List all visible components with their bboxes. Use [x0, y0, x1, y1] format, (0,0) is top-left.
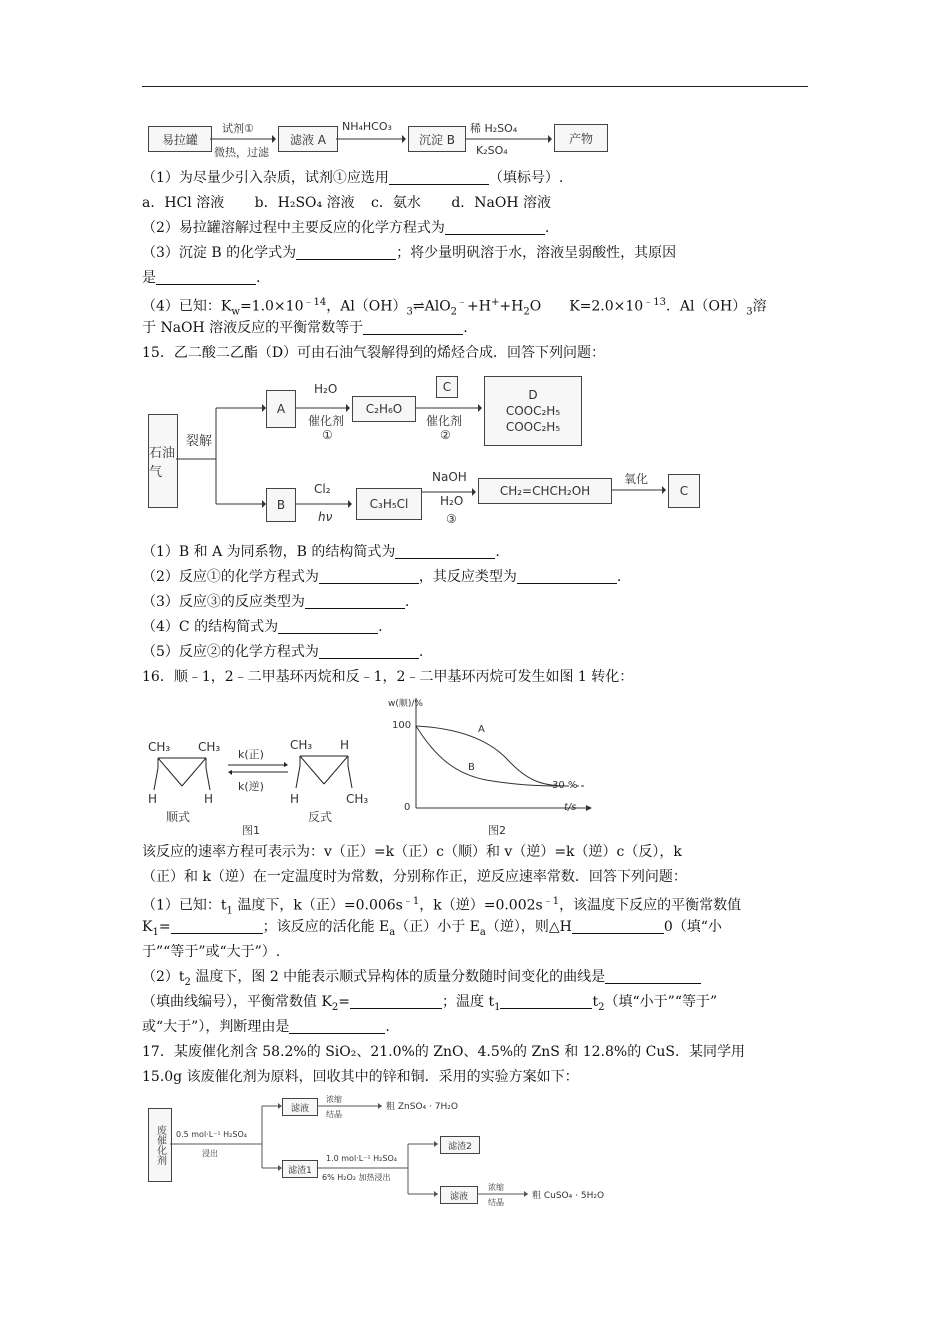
q15-line5: （5）反应②的化学方程式为 . — [142, 644, 424, 660]
ch3-b: CH₃ — [198, 740, 221, 754]
q16-line8: 或“大于”），判断理由是 . — [142, 1019, 390, 1035]
fig2-plot — [416, 698, 596, 818]
answer-blank[interactable] — [350, 994, 442, 1009]
q15-line2: （2）反应①的化学方程式为 ，其反应类型为 . — [142, 569, 622, 585]
box-c: C — [668, 474, 700, 508]
box-a: A — [266, 390, 296, 428]
box-filtrate-2: 滤液 — [440, 1186, 478, 1204]
label-znso4: 粗 ZnSO₄ · 7H₂O — [386, 1102, 458, 1112]
box-filtrate-a: 滤液 A — [278, 126, 338, 152]
arrow-c3h5cl — [422, 487, 476, 497]
q17-line1: 17．某废催化剂含 58.2%的 SiO₂、21.0%的 ZnO、4.5%的 ZnS 和 12.8%的 CuS．某同学用 — [142, 1044, 745, 1060]
arrow-b — [296, 499, 352, 509]
q16-line4: $K_1=$ ；该反应的活化能 $E_a$（正）小于 $E_a$（逆），则△H 0（填“小 — [142, 919, 722, 938]
box-d: D COOC₂H₅ COOC₂H₅ — [484, 376, 582, 446]
q16-line6: $(2)t_2$ 温度下，图 2 中能表示顺式异构体的质量分数随时间变化的曲线是 — [142, 967, 701, 993]
ch3-a: CH₃ — [148, 740, 171, 754]
box-petroleum-gas: 石油气 — [148, 414, 178, 508]
h-4: H — [290, 792, 300, 806]
q16-line1: 该反应的速率方程可表示为：v（正）=k（正）c（顺）和 v（逆）=k（逆）c（反），k — [142, 844, 682, 860]
q14-line5: 于 NaOH 溶液反应的平衡常数等于 . — [142, 320, 468, 336]
q14-options — [142, 193, 551, 213]
curve-a-label: A — [478, 724, 485, 735]
answer-blank[interactable] — [395, 544, 495, 559]
h-2: H — [204, 792, 214, 806]
box-c3h5cl: C₃H₅Cl — [356, 488, 422, 520]
answer-blank[interactable] — [289, 1019, 385, 1034]
label-kr: k(逆) — [238, 780, 264, 793]
crack-branch — [176, 404, 276, 514]
q16-line3: （1）已知：$t_1$ 温度下，k（正）$=0.006s^{﹣1}$，k（逆）$=0.002s^{﹣1}$，该温度下反应的平衡常数值 — [142, 896, 742, 917]
label-ox: 氧化 — [624, 472, 649, 486]
label-acid2: 1.0 mol·L⁻¹ H₂SO₄ — [326, 1154, 397, 1163]
q16-line7: （填曲线编号），平衡常数值 $K_2=$ ；温度 $t_1$ $t_2$（填“小于”“等于” — [142, 994, 718, 1013]
trans-ring — [294, 754, 354, 804]
label-cat1: 催化剂 — [308, 414, 345, 428]
box-can: 易拉罐 — [148, 126, 212, 152]
label-step1: ① — [322, 428, 333, 442]
label-reagent: 试剂① — [222, 122, 254, 135]
fig2-y100: 100 — [392, 720, 412, 731]
label-cl2: Cl₂ — [314, 482, 331, 496]
box-precip-b: 沉淀 B — [408, 126, 466, 152]
q15-title: 15．乙二酸二乙酯（D）可由石油气裂解得到的烯烃合成．回答下列问题： — [142, 345, 606, 361]
curve-b-label: B — [468, 762, 475, 773]
answer-blank[interactable] — [305, 594, 405, 609]
answer-blank[interactable] — [319, 569, 419, 584]
label-hv: hν — [318, 510, 333, 524]
option-b: b．H₂SO₄ 溶液 — [254, 195, 355, 211]
answer-blank[interactable] — [500, 994, 592, 1009]
arrow-2 — [336, 134, 406, 144]
label-h2o: H₂O — [314, 382, 338, 396]
q15-line1: （1）B 和 A 为同系物，B 的结构简式为 . — [142, 544, 500, 560]
label-conc1: 浓缩 — [326, 1095, 342, 1104]
label-trans: 反式 — [308, 810, 333, 824]
option-c: c．氨水 — [371, 195, 421, 211]
box-residue-1: 滤渣1 — [282, 1160, 318, 1178]
q16-line5: 于”“等于”或“大于”）. — [142, 944, 281, 960]
q16-line2: （正）和 k（逆）在一定温度时为常数，分别称作正，逆反应速率常数．回答下列问题： — [142, 869, 687, 885]
arrow-a — [296, 403, 350, 413]
label-naoh: NaOH — [432, 470, 467, 484]
q14-line3: （3）沉淀 B 的化学式为 ；将少量明矾溶于水，溶液呈弱酸性，其原因 — [142, 245, 677, 261]
answer-blank[interactable] — [171, 919, 263, 934]
answer-blank[interactable] — [572, 919, 664, 934]
arrow-3 — [466, 134, 552, 144]
header-rule — [142, 86, 808, 87]
answer-blank[interactable] — [278, 619, 378, 634]
q17-diagram — [142, 1092, 622, 1212]
fig2-end: 30 % — [552, 780, 578, 791]
label-cat2: 催化剂 — [426, 414, 463, 428]
arrow-1 — [210, 134, 276, 144]
arrow-ox — [612, 485, 666, 495]
fig2-xlabel: t/s — [564, 802, 577, 813]
q15-diagram — [142, 370, 704, 536]
box-residue-2: 滤渣2 — [440, 1136, 480, 1154]
box-allyl-alcohol: CH₂=CHCH₂OH — [478, 478, 612, 504]
q14-line2: （2）易拉罐溶解过程中主要反应的化学方程式为 . — [142, 220, 550, 236]
label-h2o2: 6% H₂O₂ 加热浸出 — [322, 1173, 391, 1182]
answer-blank[interactable] — [296, 245, 396, 260]
label-conc2: 浓缩 — [488, 1183, 504, 1192]
ch3-c: CH₃ — [290, 738, 313, 752]
answer-blank[interactable] — [445, 220, 545, 235]
label-cuso4: 粗 CuSO₄ · 5H₂O — [532, 1191, 605, 1201]
box-waste-catalyst: 废催化剂 — [148, 1108, 172, 1182]
label-cryst2: 结晶 — [488, 1198, 504, 1207]
q16-figure2 — [378, 694, 588, 840]
answer-blank[interactable] — [605, 969, 701, 984]
cis-ring — [152, 756, 212, 806]
ch3-d: CH₃ — [346, 792, 369, 806]
q16-figure1 — [142, 694, 382, 840]
flow-diagram-can — [142, 118, 622, 162]
q14-line1: （1）为尽量少引入杂质，试剂①应选用 （填标号）. — [142, 170, 564, 186]
box-filtrate-1: 滤液 — [282, 1098, 318, 1116]
label-nh4hco3: NH₄HCO₃ — [342, 120, 392, 133]
label-kf: k(正) — [238, 748, 264, 761]
label-step2: ② — [440, 428, 451, 442]
equilibrium-arrows — [228, 762, 288, 776]
box-c-in: C — [436, 376, 458, 398]
answer-blank[interactable] — [156, 270, 256, 285]
label-crack: 裂解 — [186, 434, 213, 449]
answer-blank[interactable] — [319, 644, 419, 659]
box-c2h6o: C₂H₆O — [352, 396, 416, 422]
box-b: B — [266, 488, 296, 522]
answer-blank[interactable] — [363, 320, 463, 335]
answer-blank[interactable] — [517, 569, 617, 584]
curve-b — [416, 726, 566, 786]
label-leach1: 浸出 — [202, 1149, 218, 1158]
option-a: a．HCl 溶液 — [142, 195, 225, 211]
label-acid1: 0.5 mol·L⁻¹ H₂SO₄ — [176, 1130, 247, 1139]
label-cond: 微热，过滤 — [214, 146, 269, 159]
label-cis: 顺式 — [166, 810, 191, 824]
fig2-zero: 0 — [404, 802, 411, 813]
box-product: 产物 — [554, 124, 608, 152]
label-cryst1: 结晶 — [326, 1110, 342, 1119]
fig2-ylabel: w(顺)/% — [388, 699, 423, 709]
arrow-c2h6o — [416, 403, 482, 413]
label-dilute: 稀 H₂SO₄ — [470, 122, 518, 135]
option-d: d．NaOH 溶液 — [451, 195, 552, 211]
q15-line4: （4）C 的结构简式为 . — [142, 619, 383, 635]
h-1: H — [148, 792, 158, 806]
fig1-caption: 图1 — [242, 824, 260, 837]
q14-line3b: 是 . — [142, 270, 261, 286]
q17-line2: 15.0g 该废催化剂为原料，回收其中的锌和铜．采用的实验方案如下： — [142, 1069, 579, 1085]
fig2-caption: 图2 — [488, 824, 506, 837]
q14-line4: （4）已知：$K_w=1.0\times 10^{﹣14}$，$Al(OH)_3\rightleftharpoons AlO_2^﹣+H^++H_2O$ $K=2.0\times 10^{﹣13}$．$Al(OH)_3$溶 — [142, 297, 767, 318]
q16-title: 16．顺﹣1，2﹣二甲基环丙烷和反﹣1，2﹣二甲基环丙烷可发生如图 1 转化： — [142, 669, 634, 685]
curve-a — [416, 726, 566, 786]
h-3: H — [340, 738, 350, 752]
q15-line3: （3）反应③的反应类型为 . — [142, 594, 410, 610]
label-k2so4: K₂SO₄ — [476, 144, 508, 157]
label-step3: ③ — [446, 512, 457, 526]
label-h2o-b: H₂O — [440, 494, 464, 508]
answer-blank[interactable] — [389, 170, 489, 185]
